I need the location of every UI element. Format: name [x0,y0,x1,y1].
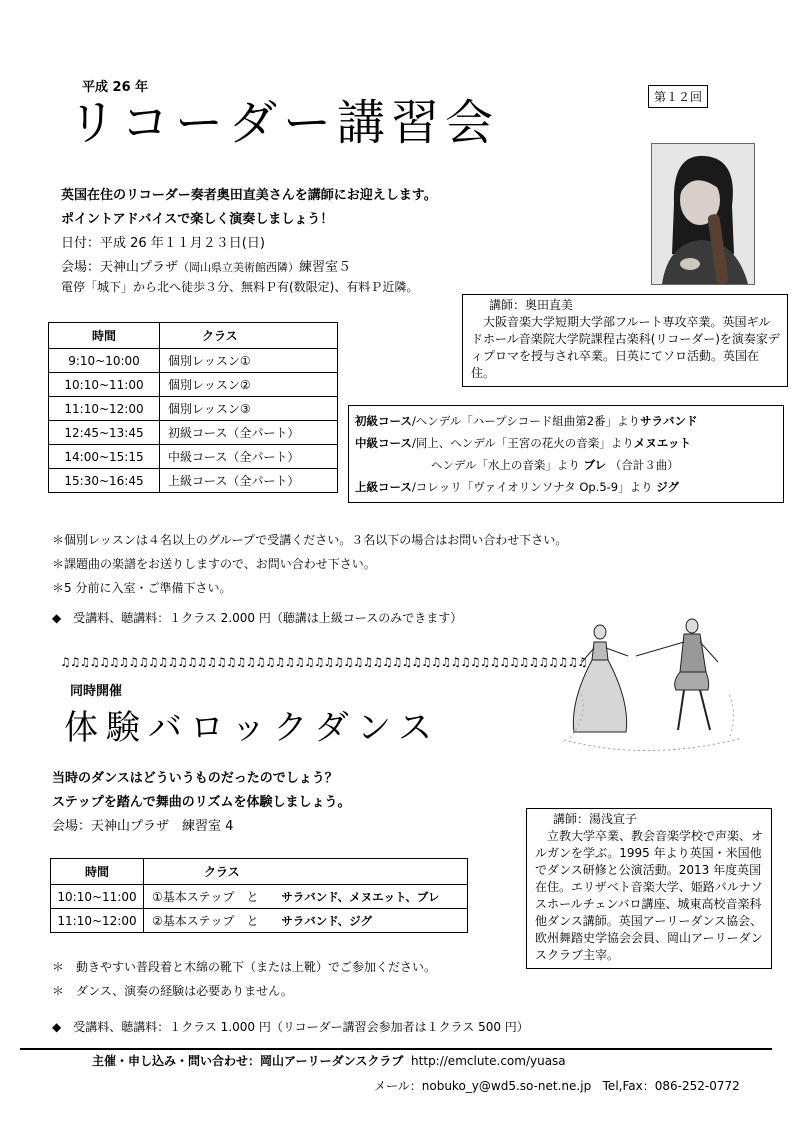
course-text: /同上、ヘンデル「王宮の花火の音楽」より [411,436,634,450]
dance-intro-line-2: ステップを踏んで舞曲のリズムを体験しましょう。 [52,795,351,810]
col-header-class: クラス [160,323,338,349]
cell-class: 初級コース（全パート） [160,421,338,445]
cell-pieces: サラバンド、ジグ [271,909,467,933]
table-header-row [51,859,468,885]
course-count: （合計３曲） [609,458,679,472]
website-link[interactable]: http://emclute.com/yuasa [411,1054,566,1068]
course-piece: メヌエット [633,436,692,450]
course-intermediate-2 [355,454,783,476]
cell-class: 個別レッスン① [160,349,338,373]
instructor-1-bio-box [462,294,788,387]
table-row [49,421,338,445]
venue-room: 練習室５ [299,260,352,275]
table-row [51,885,468,909]
instructor-1-bio: 大阪音楽大学短期大学部フルート専攻卒業。英国ギルドホール音楽院大学院課程古楽科(リコーダー)を演奏家ディプロマを授与され卒業。日英にてソロ活動。英国在住。 [471,315,780,380]
fee-dance: ◆ 受講料、聴講料：１クラス 1.000 円（リコーダー講習会参加者は１クラス 500 円） [52,1020,529,1034]
instructor-portrait-image [652,144,754,284]
note-2: ＊課題曲の楽譜をお送りしますので、お問い合わせ下さい。 [52,557,376,571]
table-row [49,349,338,373]
course-piece: ジグ [656,480,680,494]
course-text: /コレッリ「ヴァイオリンソナタ Op.5-9」より [411,480,653,494]
cell-class: 中級コース（全パート） [160,445,338,469]
intro-line-1: 英国在住のリコーダー奏者奥田直美さんを講師にお迎えします。 [61,188,437,203]
recorder-schedule-table [48,322,338,493]
event-date: 日付：平成 26 年１１月２３日(日) [61,236,265,251]
course-piece: ブレ [583,458,607,472]
course-text: ヘンデル「水上の音楽」より [431,458,580,472]
col-header-class: クラス [144,859,468,885]
instructor-2-bio-box [526,808,772,969]
baroque-dance-illustration [560,612,746,760]
course-pieces-box [348,405,784,503]
cell-class: 上級コース（全パート） [160,469,338,493]
cell-class: ②基本ステップ と [144,909,272,933]
cell-class: 個別レッスン② [160,373,338,397]
table-row [49,469,338,493]
concurrent-label: 同時開催 [70,684,123,699]
footer-organizer [92,1052,566,1069]
footer-divider [20,1048,772,1050]
course-label: 初級コース [355,414,412,428]
tel-fax: Tel,Fax：086-252-0772 [602,1079,740,1093]
footer-contact [374,1077,740,1094]
dance-note-2: ＊ ダンス、演奏の経験は必要ありません。 [52,984,293,998]
fee-recorder: ◆ 受講料、聴講料：１クラス 2.000 円（聴講は上級コースのみできます） [52,611,463,625]
col-header-time: 時間 [49,323,160,349]
note-3: ＊5 分前に入室・ご準備下さい。 [52,581,232,595]
intro-line-2: ポイントアドバイスで楽しく演奏しましょう！ [61,212,334,227]
course-intermediate [355,432,783,454]
instructor-1-name: 講師：奥田直美 [489,298,574,312]
course-beginner [355,410,783,432]
table-row [51,909,468,933]
instructor-2-name: 講師：湯浅宣子 [553,812,638,826]
cell-time: 10:10~11:00 [51,885,144,909]
course-advanced [355,476,783,498]
dance-venue: 会場：天神山プラザ 練習室 4 [52,819,234,834]
dance-title: 体験バロックダンス [64,708,440,748]
cell-time: 10:10~11:00 [49,373,160,397]
course-label: 中級コース [355,436,412,450]
dance-note-1: ＊ 動きやすい普段着と木綿の靴下（または上靴）でご参加ください。 [52,960,437,974]
dance-schedule-table [50,858,468,933]
music-notes-divider: ♫♫♫♫♫♫♫♫♫♫♫♫♫♫♫♫♫♫♫♫♫♫♫♫♫♫♫♫♫♫♫♫♫♫♫♫♫♫♫♫♫♫♫♫♫♫♫♫♫♫♫♫♫♫ [60,655,587,669]
event-venue [61,256,351,275]
dancers-image [560,612,746,760]
instructor-2-bio: 立教大学卒業、教会音楽学校で声楽、オルガンを学ぶ。1995 年より英国・米国他でダンス研修と公演活動。2013 年度英国在住。エリザベト音楽大学、姫路パルナソスホールチェンバロ講座、城東高校音楽科他ダンス講師。英国アーリーダンス協会、欧州舞踏史学協会会員、岡山アーリーダンスクラブ主宰。 [535,829,764,962]
table-row [49,397,338,421]
page-title: リコーダー講習会 [68,95,500,151]
course-label: 上級コース [355,480,412,494]
table-row [49,445,338,469]
table-row [49,373,338,397]
cell-time: 12:45~13:45 [49,421,160,445]
cell-time: 11:10~12:00 [51,909,144,933]
era-label: 平成 26 年 [82,80,149,95]
cell-time: 11:10~12:00 [49,397,160,421]
cell-time: 9:10~10:00 [49,349,160,373]
organizer-text: 主催・申し込み・問い合わせ：岡山アーリーダンスクラブ [92,1054,404,1068]
email-link[interactable]: メール：nobuko_y@wd5.so-net.ne.jp [374,1079,592,1093]
instructor-photo [651,143,755,285]
note-1: ＊個別レッスンは４名以上のグループで受講ください。３名以下の場合はお問い合わせ下さい。 [52,533,568,547]
course-piece: サラバンド [640,414,698,428]
table-header-row [49,323,338,349]
cell-class: 個別レッスン③ [160,397,338,421]
col-header-time: 時間 [51,859,144,885]
cell-class: ①基本ステップ と [144,885,272,909]
edition-badge: 第１２回 [648,85,708,108]
venue-note: （岡山県立美術館西隣） [178,261,300,274]
cell-time: 15:30~16:45 [49,469,160,493]
access-info: 電停「城下」から北へ徒歩３分、無料Ｐ有(数限定)、有料Ｐ近隣。 [61,280,419,294]
cell-time: 14:00~15:15 [49,445,160,469]
dance-intro-line-1: 当時のダンスはどういうものだったのでしょう？ [52,771,338,786]
course-text: /ヘンデル「ハープシコード組曲第2番」より [411,414,641,428]
venue-label: 会場：天神山プラザ [61,260,179,275]
cell-pieces: サラバンド、メヌエット、ブレ [271,885,467,909]
